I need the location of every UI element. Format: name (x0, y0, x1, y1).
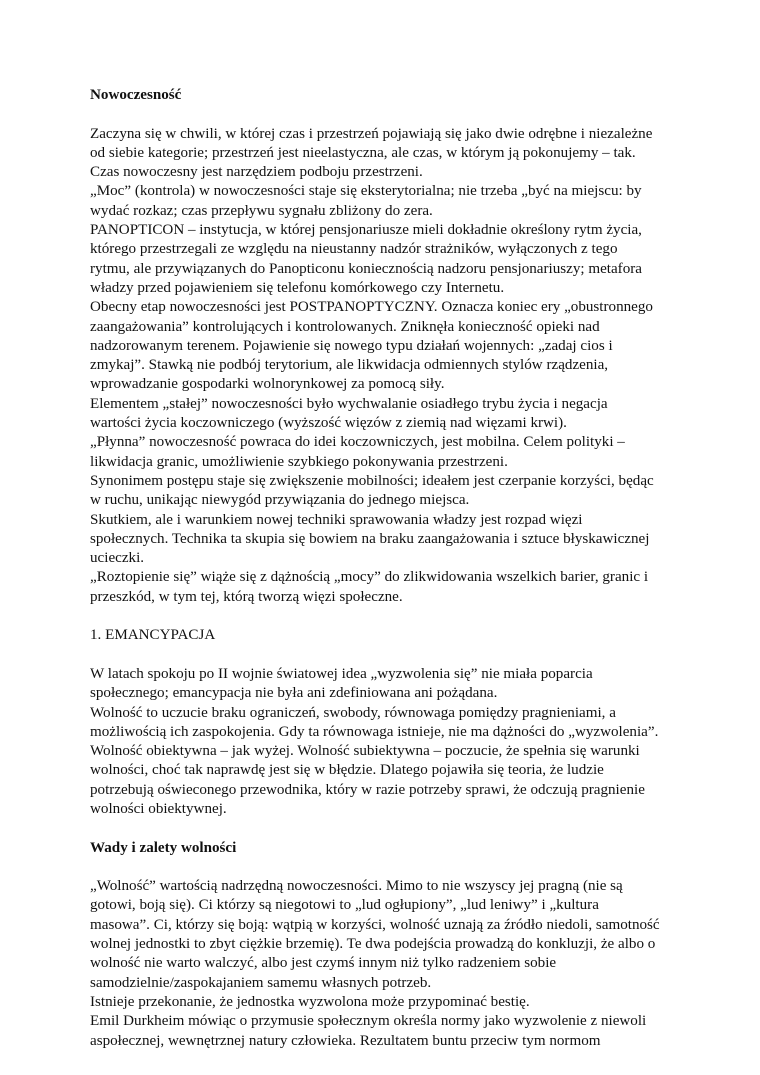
section-heading-wady-i-zalety: Wady i zalety wolności (90, 839, 237, 856)
text-line: wprowadzanie gospodarki wolnorynkowej za pomocą siły. (90, 376, 445, 393)
text-line: Skutkiem, ale i warunkiem nowej techniki sprawowania władzy jest rozpad więzi (90, 511, 583, 528)
text-line: Emil Durkheim mówiąc o przymusie społecznym określa normy jako wyzwolenie z niewoli (90, 1013, 647, 1030)
text-line: zaangażowania” kontrolujących i kontrolowanych. Zniknęła konieczność opieki nad (90, 318, 600, 335)
text-line: Czas nowoczesny jest narzędziem podboju przestrzeni. (90, 164, 423, 181)
paragraph (90, 993, 680, 1012)
text-line: którego przestrzegali ze względu na nieustanny nadzór strażników, wyłączonych z tego (90, 241, 618, 258)
text-line: Obecny etap nowoczesności jest POSTPANOPTYCZNY. Oznacza koniec ery „obustronnego (90, 299, 653, 316)
text-line: Wolność to uczucie braku ograniczeń, swobody, równowaga pomiędzy pragnieniami, a (90, 704, 616, 721)
text-line: ucieczki. (90, 550, 145, 567)
section-emancypacja (90, 665, 680, 819)
paragraph (90, 1012, 680, 1051)
paragraph (90, 125, 680, 183)
text-line: w ruchu, unikając niewygód przywiązania do jednego miejsca. (90, 492, 470, 509)
text-line: władzy przed pojawieniem się telefonu komórkowego czy Internetu. (90, 279, 505, 296)
text-line: przeszkód, w tym tej, którą tworzą więzi społeczne. (90, 588, 403, 605)
text-line: Wolność obiektywna – jak wyżej. Wolność subiektywna – poczucie, że spełnia się warunki (90, 743, 640, 760)
text-line: PANOPTICON – instytucja, w której pensjonariusze mieli dokładnie określony rytm życia, (90, 222, 642, 239)
text-line: wolności obiektywnej. (90, 800, 227, 817)
text-line: wydać rozkaz; czas przepływu sygnału zbliżony do zera. (90, 202, 433, 219)
text-line: wolności, choć tak naprawdę jest się w błędzie. Dlatego pojawiła się teoria, że ludzie (90, 762, 604, 779)
text-line: W latach spokoju po II wojnie światowej idea „wyzwolenia się” nie miała poparcia (90, 665, 593, 682)
text-line: gotowi, boją się). Ci którzy są niegotowi to „lud ogłupiony”, „lud leniwy” i „kultura (90, 897, 599, 914)
text-line: aspołecznej, wewnętrznej natury człowieka. Rezultatem buntu przeciw tym normom (90, 1032, 601, 1049)
paragraph (90, 704, 680, 743)
paragraph (90, 472, 680, 511)
text-line: „Wolność” wartością nadrzędną nowoczesności. Mimo to nie wszyscy jej pragną (nie są (90, 878, 623, 895)
text-line: od siebie kategorie; przestrzeń jest nieelastyczna, ale czas, w którym ją pokonujemy – tak. (90, 144, 636, 161)
paragraph (90, 568, 680, 607)
paragraph (90, 298, 680, 394)
text-line: „Moc” (kontrola) w nowoczesności staje się eksterytorialna; nie trzeba „być na miejscu: by (90, 183, 642, 200)
text-line: rytmu, ale przywiązanych do Panopticonu koniecznością nadzoru pensjonariuszy; metafora (90, 260, 642, 277)
text-line: likwidacja granic, umożliwienie szybkiego pokonywania przestrzeni. (90, 453, 508, 470)
paragraph (90, 221, 680, 298)
paragraph (90, 665, 680, 704)
text-line: nadzorowanym terenem. Pojawienie się nowego typu działań wojennych: „zadaj cios i (90, 337, 613, 354)
text-line: samodzielnie/zaspokajaniem samemu własnych potrzeb. (90, 974, 432, 991)
section-intro (90, 125, 680, 607)
text-line: Istnieje przekonanie, że jednostka wyzwolona może przypominać bestię. (90, 993, 530, 1010)
paragraph (90, 395, 680, 434)
text-line: potrzebują oświeconego przewodnika, który w razie potrzeby sprawi, że odczują pragnienie (90, 781, 645, 798)
text-line: Zaczyna się w chwili, w której czas i przestrzeń pojawiają się jako dwie odrębne i niezależne (90, 125, 653, 142)
text-line: Elementem „stałej” nowoczesności było wychwalanie osiadłego trybu życia i negacja (90, 395, 608, 412)
paragraph (90, 182, 680, 221)
document-title: Nowoczesność (90, 87, 182, 103)
text-line: możliwością ich zaspokojenia. Gdy ta równowaga istnieje, nie ma dążności do „wyzwolenia”. (90, 723, 659, 740)
text-line: zmykaj”. Stawką nie podbój terytorium, ale likwidacja odmiennych stylów rządzenia, (90, 357, 609, 374)
paragraph (90, 433, 680, 472)
section-wady-i-zalety (90, 877, 680, 1051)
text-line: społecznych. Technika ta skupia się bowiem na braku zaangażowania i sztuce błyskawicznej (90, 530, 650, 547)
section-heading-emancypacja: 1. EMANCYPACJA (90, 627, 216, 644)
text-line: społecznego; emancypacja nie była ani zdefiniowana ani pożądana. (90, 685, 498, 702)
text-line: „Płynna” nowoczesność powraca do idei koczowniczych, jest mobilna. Celem polityki – (90, 434, 625, 451)
text-line: „Roztopienie się” wiąże się z dążnością „mocy” do zlikwidowania wszelkich barier, granic i (90, 569, 649, 586)
text-line: Synonimem postępu staje się zwiększenie mobilności; ideałem jest czerpanie korzyści, będąc (90, 472, 654, 489)
text-line: wolność nie warto walczyć, albo jest czymś innym niż tylko radzeniem sobie (90, 955, 557, 972)
document-page (90, 86, 680, 1051)
paragraph (90, 877, 680, 993)
text-line: masowa”. Ci, którzy się boją: wątpią w korzyści, wolność uznają za źródło niedoli, samotność (90, 916, 660, 933)
paragraph (90, 511, 680, 569)
text-line: wolnej jednostki to zbyt ciężkie brzemię). Te dwa podejścia prowadzą do konkluzji, że albo o (90, 936, 656, 953)
text-line: wartości życia koczowniczego (wyższość więzów z ziemią nad więzami krwi). (90, 415, 567, 432)
paragraph (90, 742, 680, 819)
